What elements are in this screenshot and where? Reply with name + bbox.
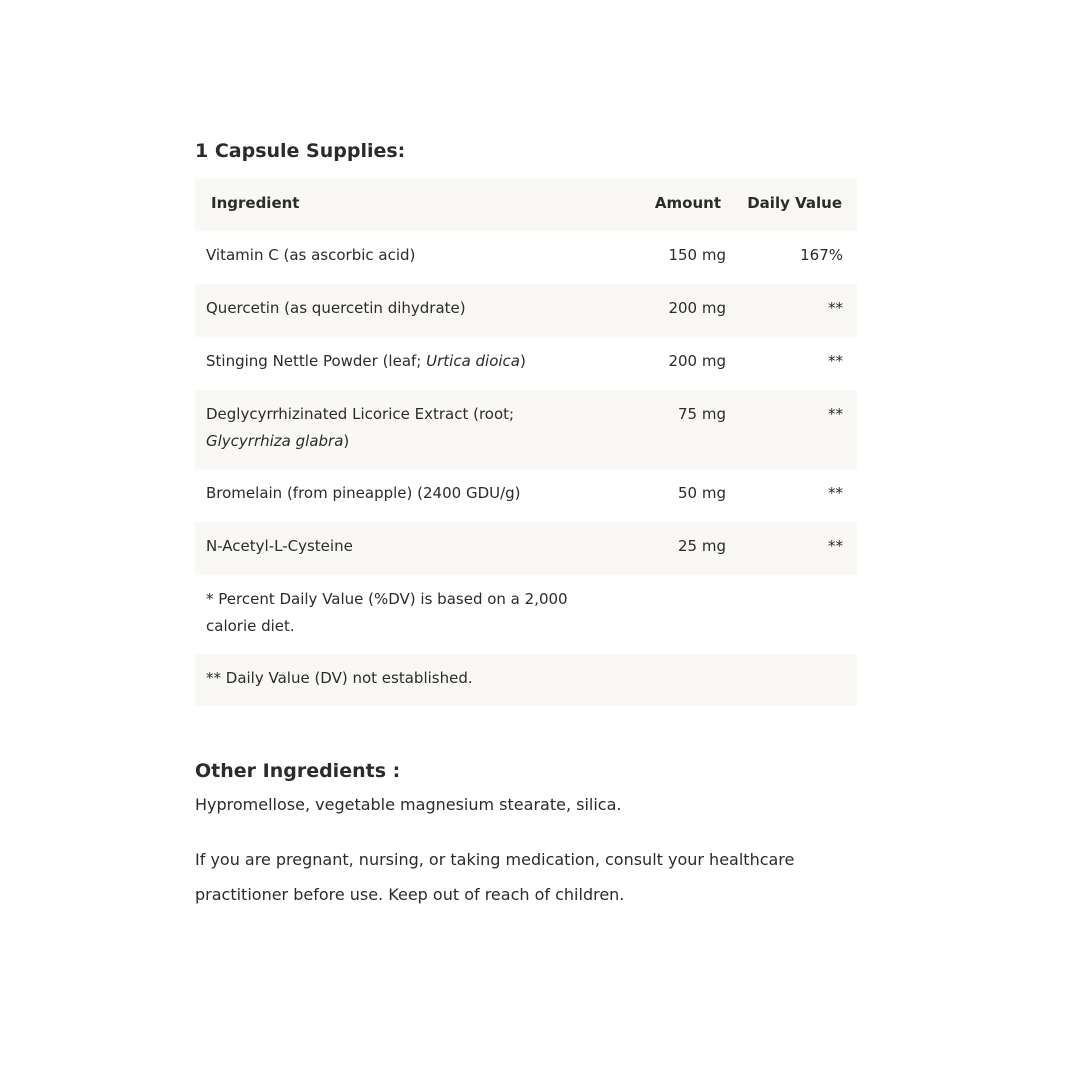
ingredient-name-suffix: ): [520, 352, 526, 370]
ingredient-name-prefix: Deglycyrrhizinated Licorice Extract (root;: [206, 405, 515, 423]
footnote-percent-dv: * Percent Daily Value (%DV) is based on a 2,000 calorie diet.: [206, 590, 568, 635]
ingredient-daily-value: **: [828, 352, 843, 370]
supplies-title: 1 Capsule Supplies:: [195, 140, 406, 162]
ingredient-name: [206, 348, 526, 375]
warning-text: If you are pregnant, nursing, or taking medication, consult your healthcare practitioner before use. Keep out of reach of children.: [195, 850, 795, 904]
table-row: [195, 284, 857, 337]
ingredient-amount: 25 mg: [678, 537, 726, 555]
header-daily-value: Daily Value: [747, 194, 842, 212]
ingredient-amount: 75 mg: [678, 405, 726, 423]
table-row: [195, 231, 857, 284]
other-ingredients-text: Hypromellose, vegetable magnesium stearate, silica.: [195, 795, 622, 814]
table-row: [195, 337, 857, 390]
ingredient-name: [206, 401, 606, 455]
table-row: [195, 390, 857, 469]
header-amount: Amount: [654, 194, 721, 212]
table-header: [195, 179, 857, 231]
ingredient-amount: 200 mg: [668, 352, 726, 370]
ingredient-latin-name: Urtica dioica: [426, 352, 520, 370]
ingredient-name-prefix: Stinging Nettle Powder (leaf;: [206, 352, 427, 370]
ingredient-name: Bromelain (from pineapple) (2400 GDU/g): [206, 484, 521, 502]
table-row: [195, 469, 857, 522]
other-ingredients-title: Other Ingredients :: [195, 760, 401, 782]
ingredient-daily-value: **: [828, 405, 843, 423]
ingredient-latin-name: Glycyrrhiza glabra: [206, 432, 344, 450]
supplement-table: [195, 179, 857, 706]
ingredient-daily-value: **: [828, 484, 843, 502]
footnote-dv-not-established: ** Daily Value (DV) not established.: [206, 669, 473, 687]
ingredient-name: Quercetin (as quercetin dihydrate): [206, 299, 466, 317]
ingredient-daily-value: **: [828, 299, 843, 317]
ingredient-name: N-Acetyl-L-Cysteine: [206, 537, 353, 555]
ingredient-daily-value: **: [828, 537, 843, 555]
ingredient-amount: 50 mg: [678, 484, 726, 502]
ingredient-daily-value: 167%: [800, 246, 843, 264]
header-ingredient: Ingredient: [211, 194, 300, 212]
footnote-row: [195, 575, 857, 654]
ingredient-name: Vitamin C (as ascorbic acid): [206, 246, 416, 264]
footnote-row: [195, 654, 857, 706]
ingredient-amount: 150 mg: [668, 246, 726, 264]
table-row: [195, 522, 857, 575]
ingredient-name-suffix: ): [343, 432, 350, 450]
ingredient-amount: 200 mg: [668, 299, 726, 317]
